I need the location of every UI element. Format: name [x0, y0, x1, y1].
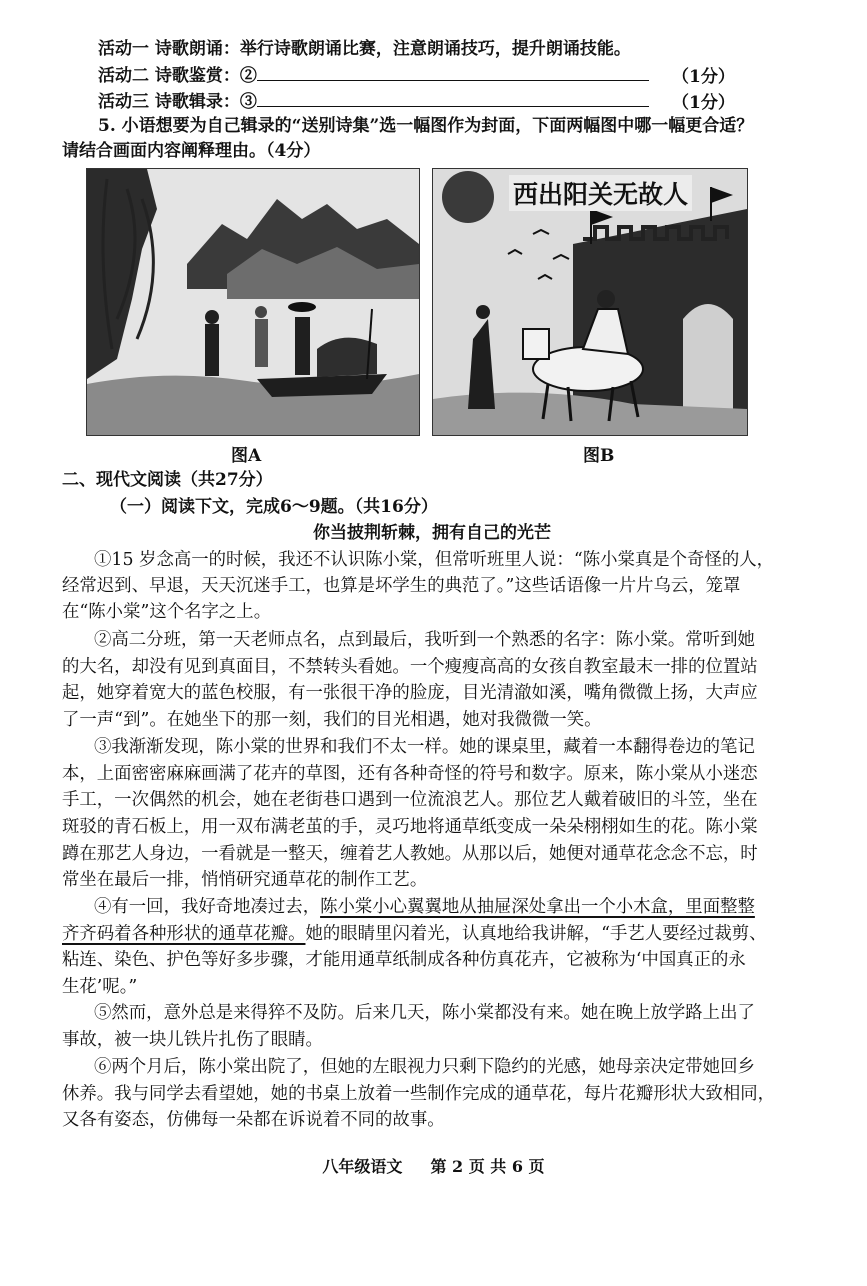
activity-2-marker: ②: [239, 66, 257, 86]
figure-b-inscription: 西出阳关无故人: [509, 175, 692, 211]
paragraph-2-line: 了一声“到”。在她坐下的那一刻，我们的目光相遇，她对我微微一笑。: [62, 710, 602, 730]
paragraph-4-line: 粘连、染色、护色等好多步骤，才能用通草纸制成各种仿真花卉，它被称为‘中国真正的永: [62, 950, 746, 970]
question-5-line-1: 5. 小语想要为自己辑录的“送别诗集”选一幅图作为封面，下面两幅图中哪一幅更合适？: [98, 116, 754, 136]
activity-3: [98, 88, 649, 114]
activity-1-label: 活动一 诗歌朗诵：: [98, 39, 240, 59]
paragraph-6-line: 休养。我与同学去看望她，她的书桌上放着一些制作完成的通草花，每片花瓣形状大致相同，: [62, 1084, 776, 1104]
paragraph-6-line: 又各有姿态，仿佛每一朵都在诉说着不同的故事。: [62, 1110, 445, 1130]
activity-3-score: （1分）: [672, 93, 735, 113]
activity-2-score: （1分）: [672, 67, 735, 87]
footer-subject: 八年级语文: [322, 1157, 403, 1176]
paragraph-4-text: ④有一回，我好奇地凑过去，: [94, 897, 321, 917]
paragraph-3-line: ③我渐渐发现，陈小棠的世界和我们不太一样。她的课桌里，藏着一本翻得卷边的笔记: [94, 737, 755, 757]
article-title: 你当披荆斩棘，拥有自己的光芒: [313, 523, 551, 543]
figure-a-caption: 图A: [231, 446, 262, 466]
paragraph-5-line: 事故，被一块儿铁片扎伤了眼睛。: [62, 1030, 323, 1050]
figure-a: [86, 168, 420, 436]
activity-1-text: 举行诗歌朗诵比赛，注意朗诵技巧，提升朗诵技能。: [239, 39, 631, 59]
activity-3-answer-blank[interactable]: [257, 88, 649, 107]
paragraph-1-line: ①15 岁念高一的时候，我还不认识陈小棠，但常听班里人说：“陈小棠真是个奇怪的人，: [94, 550, 775, 570]
paragraph-3-line: 常坐在最后一排，悄悄研究通草花的制作工艺。: [62, 870, 428, 890]
section-2-heading: 二、现代文阅读（共27分）: [62, 470, 273, 490]
figure-b-caption: 图B: [583, 446, 615, 466]
paragraph-4-line: [62, 922, 814, 946]
paragraph-2-line: 起，她穿着宽大的蓝色校服，有一张很干净的脸庞，目光清澈如溪，嘴角微微上扬，大声应: [62, 683, 758, 703]
activity-3-marker: ③: [239, 92, 257, 112]
paragraph-4-line: 生花’呢。”: [62, 977, 138, 997]
activity-2-answer-blank[interactable]: [257, 62, 649, 81]
paragraph-4-line: [94, 895, 814, 919]
paragraph-2-line: 的大名，却没有见到真面目，不禁转头看她。一个瘦瘦高高的女孩自教室最末一排的位置站: [62, 657, 758, 677]
paragraph-6-line: ⑥两个月后，陈小棠出院了，但她的左眼视力只剩下隐约的光感，她母亲决定带她回乡: [94, 1057, 755, 1077]
paragraph-2-line: ②高二分班，第一天老师点名，点到最后，我听到一个熟悉的名字：陈小棠。常听到她: [94, 630, 755, 650]
section-2-subheading: （一）阅读下文，完成6～9题。（共16分）: [110, 497, 438, 517]
underlined-sentence: 齐齐码着各种形状的通草花瓣。: [62, 924, 306, 944]
paragraph-1-line: 在“陈小棠”这个名字之上。: [62, 602, 272, 622]
paragraph-3-line: 本，上面密密麻麻画满了花卉的草图，还有各种奇怪的符号和数字。原来，陈小棠从小迷恋: [62, 764, 758, 784]
paragraph-1-line: 经常迟到、早退，天天沉迷手工，也算是坏学生的典范了。”这些话语像一片片乌云，笼罩: [62, 576, 741, 596]
figure-b: [432, 168, 748, 436]
figure-a-illustration: [87, 169, 419, 435]
activity-2: [98, 62, 649, 88]
paragraph-3-line: 蹲在那艺人身边，一看就是一整天，缠着艺人教她。从那以后，她便对通草花念念不忘，时: [62, 844, 758, 864]
paragraph-3-line: 斑驳的青石板上，用一双布满老茧的手，灵巧地将通草纸变成一朵朵栩栩如生的花。陈小棠: [62, 817, 758, 837]
underlined-sentence: 陈小棠小心翼翼地从抽屉深处拿出一个小木盒，里面整整: [320, 897, 755, 917]
paragraph-4-text: 她的眼睛里闪着光，认真地给我讲解，“手艺人要经过裁剪、: [305, 924, 767, 944]
footer-page-number: 第 2 页 共 6 页: [430, 1157, 545, 1176]
activity-1: [98, 37, 631, 61]
paragraph-5-line: ⑤然而，意外总是来得猝不及防。后来几天，陈小棠都没有来。她在晚上放学路上出了: [94, 1003, 755, 1023]
activity-3-label: 活动三 诗歌辑录：: [98, 92, 240, 112]
paragraph-3-line: 手工，一次偶然的机会，她在老街巷口遇到一位流浪艺人。那位艺人戴着破旧的斗笠，坐在: [62, 790, 758, 810]
question-5-line-2: 请结合画面内容阐释理由。（4分）: [62, 141, 321, 161]
page-footer: [0, 1154, 867, 1177]
activity-2-label: 活动二 诗歌鉴赏：: [98, 66, 240, 86]
